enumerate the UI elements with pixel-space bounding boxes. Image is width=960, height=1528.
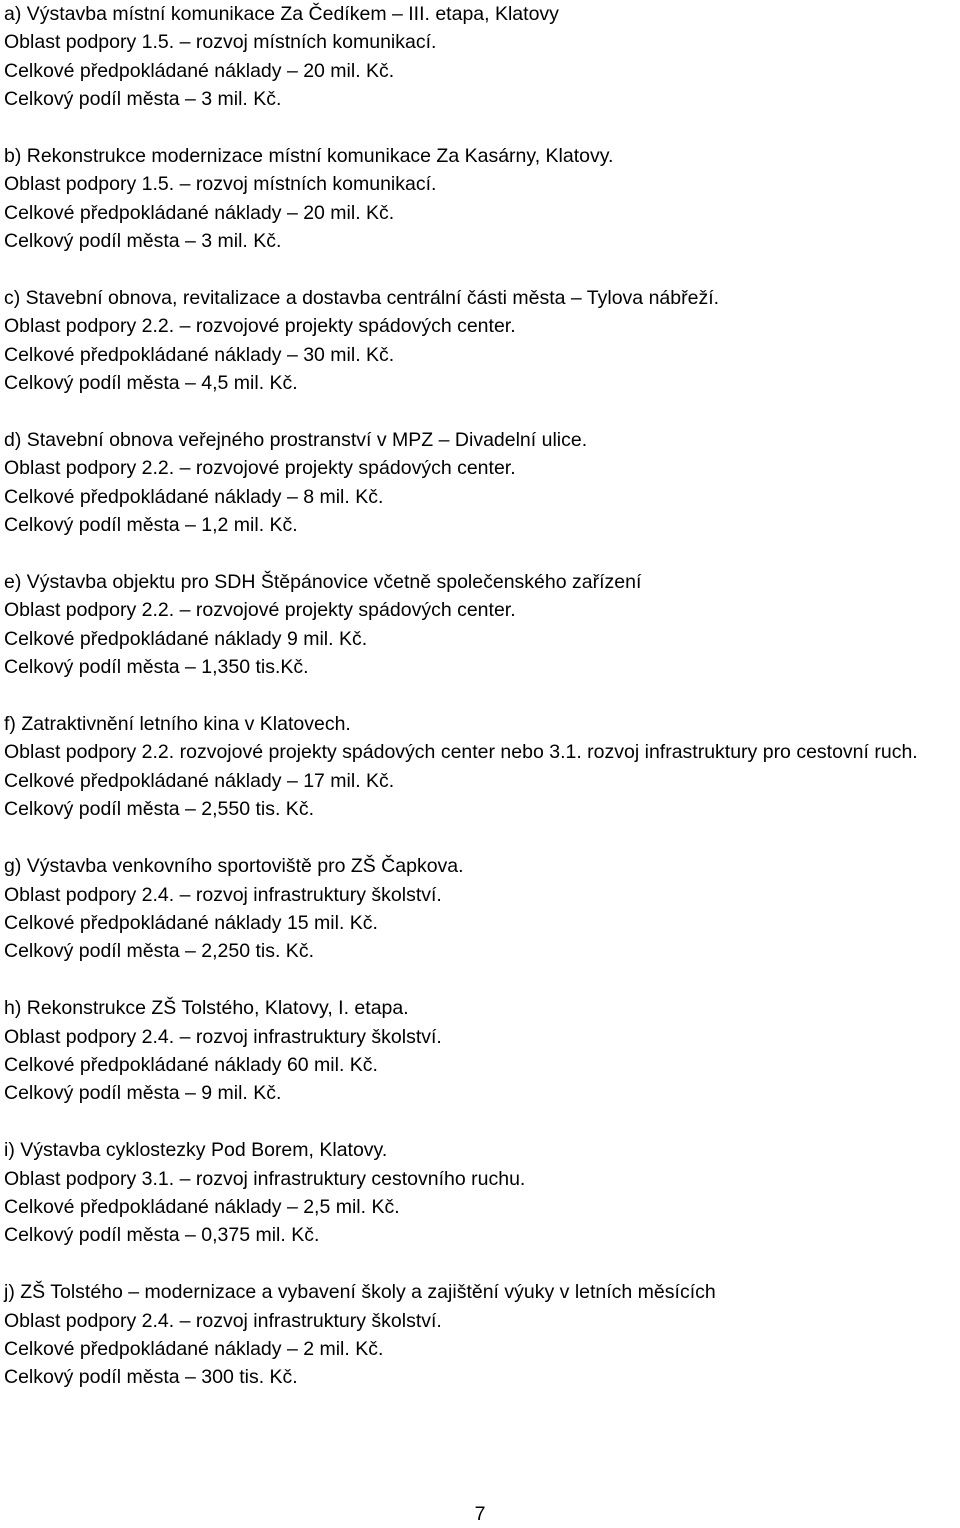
project-total-cost: Celkové předpokládané náklady – 20 mil. Kč. [4, 59, 395, 82]
paragraph-gap [4, 540, 960, 568]
project-city-share: Celkový podíl města – 300 tis. Kč. [4, 1366, 298, 1389]
project-city-share: Celkový podíl města – 1,350 tis.Kč. [4, 656, 309, 679]
project-title: j) ZŠ Tolstého – modernizace a vybavení školy a zajištění výuky v letních měsících [4, 1281, 716, 1304]
project-support-area: Oblast podpory 2.4. – rozvoj infrastruktury školství. [4, 1025, 442, 1048]
project-total-cost: Celkové předpokládané náklady 15 mil. Kč. [4, 911, 378, 934]
project-title: d) Stavební obnova veřejného prostranství v MPZ – Divadelní ulice. [4, 429, 588, 452]
paragraph-gap [4, 824, 960, 852]
project-support-area: Oblast podpory 2.4. – rozvoj infrastruktury školství. [4, 1309, 442, 1332]
project-city-share: Celkový podíl města – 4,5 mil. Kč. [4, 372, 298, 395]
page-number: 7 [474, 1503, 486, 1525]
project-item-d [4, 426, 960, 540]
project-city-share: Celkový podíl města – 0,375 mil. Kč. [4, 1224, 320, 1247]
project-support-area: Oblast podpory 1.5. – rozvoj místních komunikací. [4, 173, 437, 196]
project-title: a) Výstavba místní komunikace Za Čedíkem – III. etapa, Klatovy [4, 3, 559, 25]
project-city-share: Celkový podíl města – 2,550 tis. Kč. [4, 798, 314, 821]
project-total-cost: Celkové předpokládané náklady 9 mil. Kč. [4, 627, 368, 650]
paragraph-gap [4, 966, 960, 994]
paragraph-gap [4, 1250, 960, 1278]
project-support-area: Oblast podpory 3.1. – rozvoj infrastruktury cestovního ruchu. [4, 1167, 526, 1190]
project-item-g [4, 852, 960, 966]
project-support-area: Oblast podpory 2.2. rozvojové projekty spádových center nebo 3.1. rozvoj infrastruktury pro cestovní ruch. [4, 741, 918, 764]
project-city-share: Celkový podíl města – 9 mil. Kč. [4, 1082, 282, 1105]
project-support-area: Oblast podpory 2.2. – rozvojové projekty spádových center. [4, 599, 516, 622]
project-city-share: Celkový podíl města – 2,250 tis. Kč. [4, 940, 314, 963]
project-total-cost: Celkové předpokládané náklady 60 mil. Kč. [4, 1053, 378, 1076]
paragraph-gap [4, 1108, 960, 1136]
project-total-cost: Celkové předpokládané náklady – 30 mil. Kč. [4, 343, 395, 366]
project-item-c [4, 284, 960, 398]
project-title: f) Zatraktivnění letního kina v Klatovech. [4, 713, 351, 736]
project-title: b) Rekonstrukce modernizace místní komunikace Za Kasárny, Klatovy. [4, 145, 614, 168]
project-total-cost: Celkové předpokládané náklady – 2 mil. Kč. [4, 1337, 384, 1360]
document-page [4, 0, 960, 1392]
project-total-cost: Celkové předpokládané náklady – 8 mil. Kč. [4, 485, 384, 508]
project-title: e) Výstavba objektu pro SDH Štěpánovice včetně společenského zařízení [4, 571, 642, 594]
project-item-f [4, 710, 960, 824]
paragraph-gap [4, 256, 960, 284]
project-total-cost: Celkové předpokládané náklady – 17 mil. Kč. [4, 769, 395, 792]
project-support-area: Oblast podpory 2.2. – rozvojové projekty spádových center. [4, 315, 516, 338]
project-title: i) Výstavba cyklostezky Pod Borem, Klatovy. [4, 1139, 388, 1162]
project-city-share: Celkový podíl města – 3 mil. Kč. [4, 88, 282, 111]
paragraph-gap [4, 114, 960, 142]
project-support-area: Oblast podpory 1.5. – rozvoj místních komunikací. [4, 31, 437, 54]
project-item-e [4, 568, 960, 682]
project-item-i [4, 1136, 960, 1250]
project-support-area: Oblast podpory 2.4. – rozvoj infrastruktury školství. [4, 883, 442, 906]
project-item-h [4, 994, 960, 1108]
project-title: c) Stavební obnova, revitalizace a dostavba centrální části města – Tylova nábřeží. [4, 287, 720, 310]
project-item-j [4, 1278, 960, 1392]
project-support-area: Oblast podpory 2.2. – rozvojové projekty spádových center. [4, 457, 516, 480]
project-city-share: Celkový podíl města – 1,2 mil. Kč. [4, 514, 298, 537]
project-title: g) Výstavba venkovního sportoviště pro ZŠ Čapkova. [4, 855, 464, 878]
project-item-a [4, 0, 960, 114]
paragraph-gap [4, 398, 960, 426]
project-total-cost: Celkové předpokládané náklady – 20 mil. Kč. [4, 201, 395, 224]
project-title: h) Rekonstrukce ZŠ Tolstého, Klatovy, I. etapa. [4, 997, 409, 1020]
project-city-share: Celkový podíl města – 3 mil. Kč. [4, 230, 282, 253]
paragraph-gap [4, 682, 960, 710]
project-total-cost: Celkové předpokládané náklady – 2,5 mil. Kč. [4, 1195, 400, 1218]
project-item-b [4, 142, 960, 256]
